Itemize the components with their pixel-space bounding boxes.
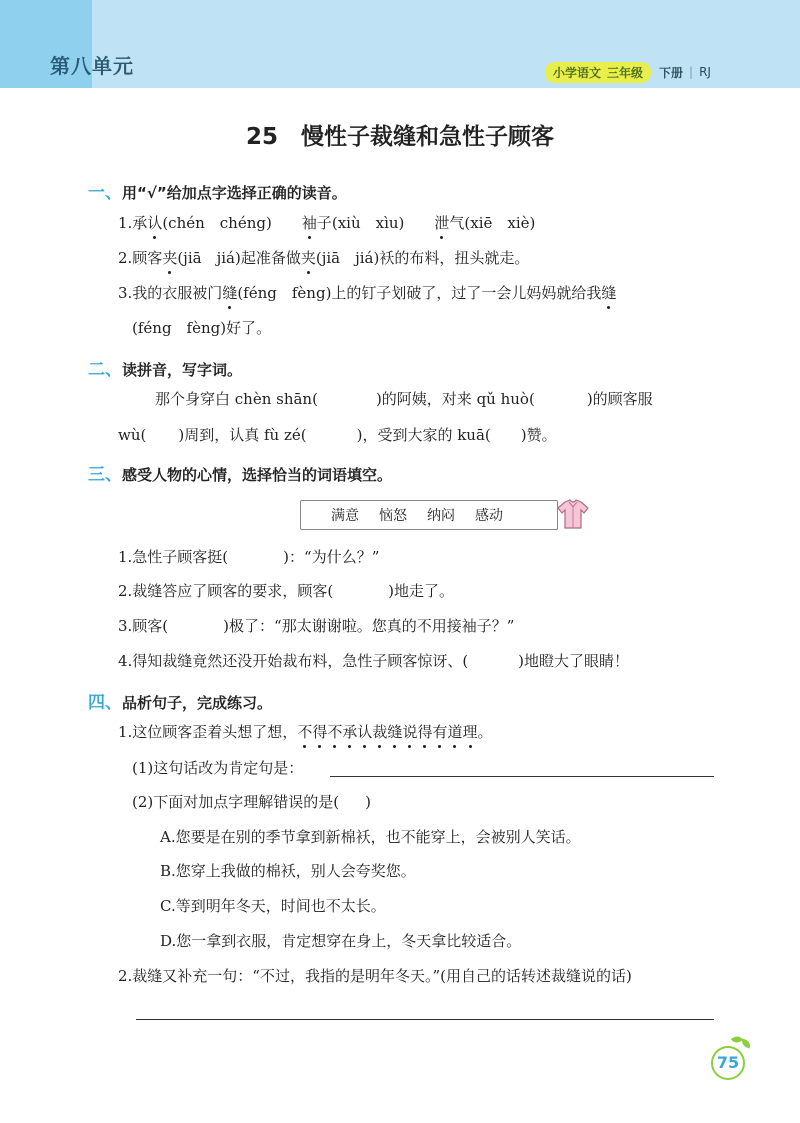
option-a: A.您要是在别的季节拿到新棉袄，也不能穿上，会被别人笑话。 bbox=[160, 828, 581, 846]
s2-line-2 bbox=[118, 425, 557, 445]
text: (2)下面对加点字理解错误的是( bbox=[132, 793, 340, 811]
answer-line[interactable] bbox=[136, 1019, 714, 1020]
dotted-char: 说 bbox=[402, 723, 418, 741]
dotted-char: 不 bbox=[297, 723, 313, 741]
s4-q1-sub1: (1)这句话改为肯定句是： bbox=[132, 759, 304, 777]
s1-line-2 bbox=[118, 248, 529, 268]
leaf-icon bbox=[740, 1039, 752, 1049]
text: wù( bbox=[118, 426, 147, 444]
text: )周到，认真 fù zé( bbox=[178, 426, 307, 444]
header-band bbox=[0, 0, 800, 88]
section-3-number: 三、 bbox=[88, 465, 122, 485]
option-b: B.您穿上我做的棉袄，别人会夸奖您。 bbox=[160, 862, 416, 880]
text: 3.顾客( bbox=[118, 617, 169, 635]
unit-label: 第八单元 bbox=[50, 54, 134, 78]
dotted-char: 夹 bbox=[162, 249, 178, 267]
dotted-char: 裁 bbox=[372, 723, 388, 741]
text: 3.我的衣服被门 bbox=[118, 284, 223, 302]
dotted-char: 承 bbox=[342, 723, 358, 741]
s3-line-4 bbox=[118, 651, 629, 671]
s3-line-3 bbox=[118, 616, 514, 636]
s4-q1 bbox=[118, 722, 493, 742]
page-number: 75 bbox=[711, 1046, 745, 1080]
text: )赞。 bbox=[520, 426, 557, 444]
dotted-char: 有 bbox=[432, 723, 448, 741]
section-2-heading bbox=[88, 355, 242, 380]
word-bank-item: 纳闷 bbox=[427, 508, 455, 524]
dotted-char: 缝 bbox=[222, 284, 238, 302]
s3-line-1 bbox=[118, 547, 379, 567]
section-1-title: 用“√”给加点字选择正确的读音。 bbox=[122, 184, 347, 202]
section-4-heading bbox=[88, 688, 272, 713]
answer-line[interactable] bbox=[330, 776, 714, 777]
section-2-number: 二、 bbox=[88, 360, 122, 380]
s4-q1-sub2 bbox=[132, 792, 371, 812]
section-2-title: 读拼音，写字词。 bbox=[122, 361, 243, 379]
text: 子(xiù xìu) bbox=[316, 214, 435, 232]
dotted-char: 泄 bbox=[434, 214, 450, 232]
text: (jiā jiá)袄的布料，扭头就走。 bbox=[315, 249, 530, 267]
text: )，受到大家的 kuā( bbox=[356, 426, 491, 444]
text: 1.急性子顾客挺( bbox=[118, 548, 229, 566]
text: 2.裁缝答应了顾客的要求，顾客( bbox=[118, 582, 334, 600]
text: )地走了。 bbox=[388, 582, 455, 600]
text: 那个身穿白 chèn shān( bbox=[155, 390, 318, 408]
dotted-char: 得 bbox=[312, 723, 328, 741]
dotted-char: 认 bbox=[357, 723, 373, 741]
text: )极了：“那太谢谢啦。您真的不用接袖子？” bbox=[223, 617, 515, 635]
s1-line-1 bbox=[118, 213, 535, 233]
subject-label: 小学语文 bbox=[553, 65, 602, 80]
grade-label: 三年级 bbox=[607, 65, 644, 80]
dotted-char: 得 bbox=[417, 723, 433, 741]
word-bank bbox=[300, 500, 558, 530]
word-bank-item: 感动 bbox=[475, 508, 503, 524]
dotted-char: 认 bbox=[147, 214, 163, 232]
edition-label: RJ bbox=[699, 65, 711, 79]
book-info bbox=[545, 62, 711, 82]
dotted-char: 缝 bbox=[601, 284, 617, 302]
text: ) bbox=[365, 793, 371, 811]
text: (jiā jiá)起准备做 bbox=[177, 249, 301, 267]
text: )：“为什么？” bbox=[283, 548, 380, 566]
section-1-heading bbox=[88, 178, 347, 203]
text: 1.这位顾客歪着头想了想， bbox=[118, 723, 298, 741]
option-c: C.等到明年冬天，时间也不太长。 bbox=[160, 897, 386, 915]
section-4-title: 品析句子，完成练习。 bbox=[122, 694, 273, 712]
text: 1.承 bbox=[118, 214, 148, 232]
dotted-char: 不 bbox=[327, 723, 343, 741]
text: 。 bbox=[477, 723, 493, 741]
dotted-char: 道 bbox=[447, 723, 463, 741]
volume-label: 下册 bbox=[659, 65, 684, 80]
dotted-char: 缝 bbox=[387, 723, 403, 741]
section-3-heading bbox=[88, 460, 392, 485]
s1-line-3 bbox=[118, 283, 616, 303]
word-bank-item: 满意 bbox=[331, 508, 359, 524]
s1-line-4: (féng fèng)好了。 bbox=[132, 319, 272, 337]
s4-q2: 2.裁缝又补充一句：“不过，我指的是明年冬天。”(用自己的话转述裁缝说的话) bbox=[118, 967, 632, 985]
text: (chén chéng) bbox=[162, 214, 302, 232]
section-4-number: 四、 bbox=[88, 693, 122, 713]
word-bank-item: 恼怒 bbox=[379, 508, 407, 524]
shirt-icon bbox=[556, 498, 590, 530]
text: )地瞪大了眼睛！ bbox=[518, 652, 630, 670]
dotted-char: 理 bbox=[462, 723, 478, 741]
dotted-char: 袖 bbox=[301, 214, 317, 232]
section-1-number: 一、 bbox=[88, 183, 122, 203]
option-d: D.您一拿到衣服，肯定想穿在身上，冬天拿比较适合。 bbox=[160, 932, 522, 950]
lesson-title: 25 慢性子裁缝和急性子顾客 bbox=[245, 124, 554, 150]
text: 4.得知裁缝竟然还没开始裁布料，急性子顾客惊讶、( bbox=[118, 652, 469, 670]
text: )的顾客服 bbox=[586, 390, 653, 408]
s2-line-1 bbox=[155, 389, 653, 409]
text: 气(xiē xiè) bbox=[449, 214, 536, 232]
subject-badge bbox=[545, 62, 651, 83]
dotted-char: 夹 bbox=[300, 249, 316, 267]
text: (féng fèng)上的钉子划破了，过了一会儿妈妈就给我 bbox=[237, 284, 602, 302]
s3-line-2 bbox=[118, 581, 454, 601]
header-separator: | bbox=[689, 65, 694, 79]
text: 2.顾客 bbox=[118, 249, 163, 267]
text: )的阿姨，对来 qǔ huò( bbox=[375, 390, 535, 408]
section-3-title: 感受人物的心情，选择恰当的词语填空。 bbox=[122, 466, 393, 484]
